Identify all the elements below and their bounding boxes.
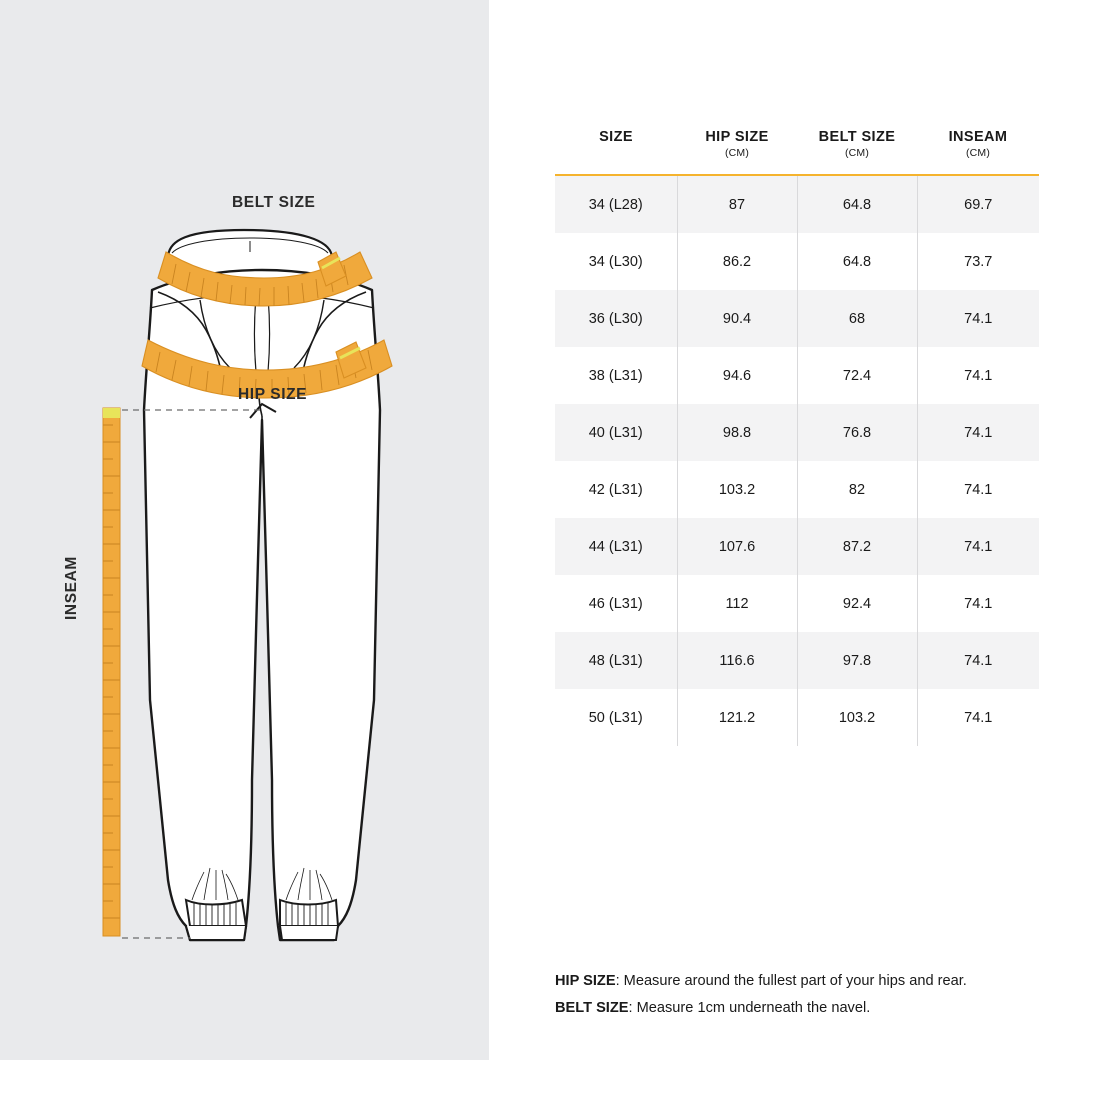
note-term: HIP SIZE — [555, 973, 616, 989]
note-belt-size — [555, 995, 1075, 1022]
cell-size: 34 (L30) — [588, 253, 643, 270]
table-row — [555, 518, 1039, 575]
cell-hip: 107.6 — [677, 518, 797, 575]
table-row — [555, 347, 1039, 404]
table-row — [555, 689, 1039, 746]
cell-inseam: 74.1 — [917, 461, 1039, 518]
inseam-illustration-label: INSEAM — [63, 556, 80, 620]
table-header — [555, 128, 1039, 175]
table-body — [555, 175, 1039, 746]
cell-size: 34 (L28) — [555, 175, 677, 233]
column-header-hip-size: HIP SIZE (CM) — [677, 128, 797, 175]
unit-label: (CM) — [844, 147, 870, 160]
table-row — [555, 461, 1039, 518]
cell-inseam: 74.1 — [917, 575, 1039, 632]
illustration-panel — [0, 0, 489, 1060]
cell-inseam: 73.7 — [917, 233, 1039, 290]
cell-hip: 98.8 — [677, 404, 797, 461]
cell-hip: 87 — [677, 175, 797, 233]
table-row — [555, 404, 1039, 461]
cell-hip: 112 — [677, 575, 797, 632]
cell-size: 48 (L31) — [555, 632, 677, 689]
cell-belt: 103.2 — [797, 689, 917, 746]
cell-size: 42 (L31) — [588, 481, 643, 498]
table-row — [555, 233, 1039, 290]
column-header-size: SIZE — [599, 129, 633, 145]
table-row — [555, 575, 1039, 632]
column-header-belt-size: BELT SIZE (CM) — [797, 128, 917, 175]
cell-size: 46 (L31) — [588, 595, 643, 612]
cell-size: 50 (L31) — [588, 709, 643, 726]
note-hip-size — [555, 968, 1075, 995]
column-header-inseam: INSEAM (CM) — [917, 128, 1039, 175]
cell-hip: 86.2 — [677, 233, 797, 290]
unit-label: (CM) — [724, 147, 750, 160]
cell-hip: 90.4 — [677, 290, 797, 347]
cell-belt: 97.8 — [797, 632, 917, 689]
cell-inseam: 74.1 — [917, 404, 1039, 461]
cell-inseam: 74.1 — [917, 290, 1039, 347]
cell-inseam: 74.1 — [917, 689, 1039, 746]
cell-size: 44 (L31) — [555, 518, 677, 575]
cell-belt: 87.2 — [797, 518, 917, 575]
cell-size: 36 (L30) — [555, 290, 677, 347]
note-text: : Measure 1cm underneath the navel. — [628, 999, 871, 1016]
note-term: BELT SIZE — [555, 999, 629, 1016]
unit-label: (CM) — [965, 147, 991, 160]
cell-size: 40 (L31) — [555, 404, 677, 461]
measurements-panel — [489, 0, 1100, 1100]
table-row — [555, 290, 1039, 347]
belt-size-illustration-label: BELT SIZE — [232, 194, 316, 211]
cell-belt: 64.8 — [797, 233, 917, 290]
cell-inseam: 74.1 — [917, 347, 1039, 404]
table-row — [555, 175, 1039, 233]
pants-illustration — [0, 0, 489, 1060]
cell-hip: 116.6 — [677, 632, 797, 689]
cell-belt: 76.8 — [797, 404, 917, 461]
cell-inseam: 74.1 — [917, 632, 1039, 689]
cell-belt: 64.8 — [797, 175, 917, 233]
size-chart-table — [555, 128, 1039, 746]
cell-inseam: 69.7 — [917, 175, 1039, 233]
cell-inseam: 74.1 — [917, 518, 1039, 575]
cell-size: 38 (L31) — [588, 367, 643, 384]
hip-size-illustration-label: HIP SIZE — [238, 386, 308, 403]
cell-hip: 121.2 — [677, 689, 797, 746]
cell-belt: 68 — [797, 290, 917, 347]
cell-belt: 82 — [797, 461, 917, 518]
cell-belt: 72.4 — [797, 347, 917, 404]
cell-hip: 103.2 — [677, 461, 797, 518]
note-text: : Measure around the fullest part of your hips and rear. — [615, 973, 967, 989]
table-row — [555, 632, 1039, 689]
cell-belt: 92.4 — [797, 575, 917, 632]
measurement-notes — [555, 968, 1075, 1022]
cell-hip: 94.6 — [677, 347, 797, 404]
